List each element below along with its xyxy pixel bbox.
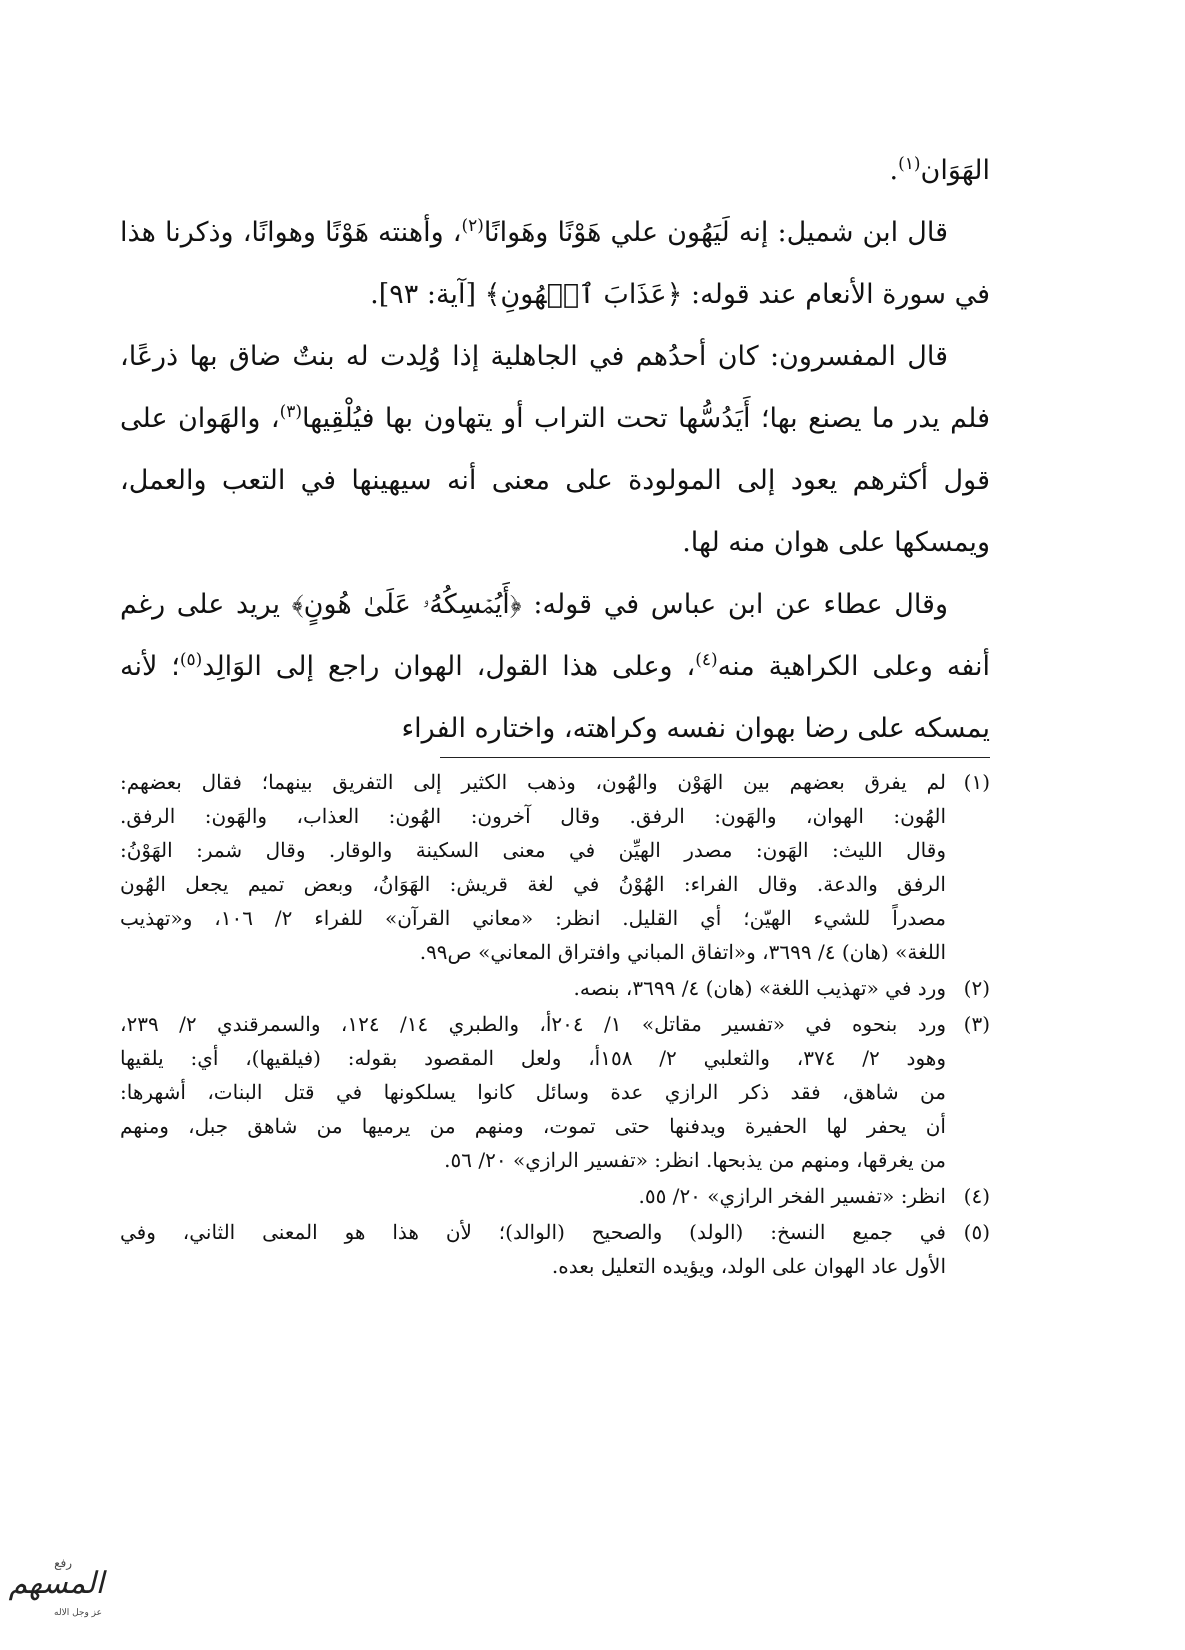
footnote-line: الهُون: الهوان، والهَون: الرفق. وقال آخرون: الهُون: العذاب، والهَون: الرفق. — [120, 804, 946, 828]
footnote-line: ورد في «تهذيب اللغة» (هان) ٤/ ٣٦٩٩، بنصه. — [573, 976, 946, 1000]
paragraph — [120, 202, 990, 326]
footnote-ref: (١) — [898, 154, 921, 174]
logo-mark: رفع — [54, 1556, 72, 1570]
logo-caption: عز وجل الاله — [54, 1608, 102, 1618]
footnote-line: انظر: «تفسير الفخر الرازي» ٢٠/ ٥٥. — [638, 1184, 946, 1208]
footnote-line: مصدراً للشيء الهيّن؛ أي القليل. انظر: «معاني القرآن» للفراء ٢/ ١٠٦، و«تهذيب — [120, 906, 946, 930]
footnote-ref: (٥) — [179, 650, 203, 670]
paragraph-text: الهَوَان — [920, 155, 990, 186]
footnote-line: من يغرقها، ومنهم من يذبحها. انظر: «تفسير الرازي» ٢٠/ ٥٦. — [444, 1148, 946, 1172]
footnotes — [120, 765, 990, 1285]
logo-word: المسهم — [8, 1566, 104, 1601]
footnote — [120, 1215, 990, 1283]
footnote — [120, 1007, 990, 1177]
main-text — [120, 140, 990, 760]
paragraph-text: قال المفسرون: كان أحدُهم في الجاهلية إذا وُلِدت له بنتٌ ضاق بها ذرعًا، فلم يدر ما يصنع بها؛ أَيَدُسُّها تحت التراب أو يتهاون بها فيُلْقِيها — [120, 341, 990, 434]
footnote-ref: (٢) — [461, 216, 484, 236]
footnote — [120, 1179, 990, 1213]
footnote-line: في جميع النسخ: (الولد) والصحيح (الوالد)؛ لأن هذا هو المعنى الثاني، وفي — [120, 1220, 946, 1244]
footnote-line: وقال الليث: الهَون: مصدر الهيِّن في معنى السكينة والوقار. وقال شمر: الهَوْنُ: — [120, 838, 946, 862]
paragraph-text: قال ابن شميل: إنه لَيَهُون علي هَوْنًا وهَوانًا — [483, 217, 948, 248]
footnote-number: (٣) — [963, 1012, 990, 1036]
footnote-line: أن يحفر لها الحفيرة ويدفنها حتى تموت، ومنهم من يرميها من شاهق جبل، ومنهم — [120, 1114, 946, 1138]
footnote-number: (٤) — [963, 1184, 990, 1208]
footnote-line: من شاهق، فقد ذكر الرازي عدة وسائل كانوا يسلكونها في قتل البنات، أشهرها: — [120, 1080, 946, 1104]
footnote-line: الأول عاد الهوان على الولد، ويؤيده التعليل بعده. — [551, 1254, 946, 1278]
paragraph — [120, 326, 990, 574]
footnote-line: وهود ٢/ ٣٧٤، والثعلبي ٢/ ١٥٨أ، ولعل المقصود بقوله: (فيلقيها)، أي: يلقيها — [120, 1046, 946, 1070]
footnote-ref: (٤) — [695, 650, 718, 670]
paragraph-text: ، وأهنته هَوْنًا وهوانًا، وذكرنا هذا في سورة الأنعام عند قوله: ﴿عَذَابَ ٱلۡهُونِ﴾ [آية: ٩٣]. — [120, 217, 990, 310]
publisher-logo — [8, 1556, 110, 1628]
footnote-line: الرفق والدعة. وقال الفراء: الهُوْنُ في لغة قريش: الهَوَانُ، وبعض تميم يجعل الهُون — [120, 872, 946, 896]
paragraph-text: ، وعلى هذا القول، الهوان راجع إلى الوَالِد — [202, 651, 696, 682]
footnote — [120, 765, 990, 969]
paragraph — [120, 140, 990, 202]
paragraph-text: . — [889, 155, 899, 186]
paragraph — [120, 574, 990, 760]
footnote — [120, 971, 990, 1005]
paragraph-text: وقال عطاء عن ابن عباس في قوله: ﴿أَيُمۡسِكُهُۥ عَلَىٰ هُونٍ﴾ يريد على رغم أنفه وعلى الكراهية منه — [120, 589, 990, 682]
footnote-line: اللغة» (هان) ٤/ ٣٦٩٩، و«اتفاق المباني وافتراق المعاني» ص٩٩. — [419, 940, 946, 964]
footnote-line: لم يفرق بعضهم بين الهَوْن والهُون، وذهب الكثير إلى التفريق بينهما؛ فقال بعضهم: — [120, 770, 946, 794]
footnote-separator — [440, 757, 990, 758]
paragraph-text: ؛ لأنه يمسكه على رضا بهوان نفسه وكراهته، واختاره الفراء — [120, 651, 990, 744]
footnote-number: (٥) — [963, 1220, 990, 1244]
paragraph-text: ، والهَوان على قول أكثرهم يعود إلى المولودة على معنى أنه سيهينها في التعب والعمل، ويمسكها على هوان منه لها. — [120, 403, 990, 558]
footnote-line: ورد بنحوه في «تفسير مقاتل» ١/ ٢٠٤أ، والطبري ١٤/ ١٢٤، والسمرقندي ٢/ ٢٣٩، — [120, 1012, 946, 1036]
footnote-number: (١) — [963, 770, 990, 794]
footnote-ref: (٣) — [279, 402, 302, 422]
footnote-number: (٢) — [963, 976, 990, 1000]
